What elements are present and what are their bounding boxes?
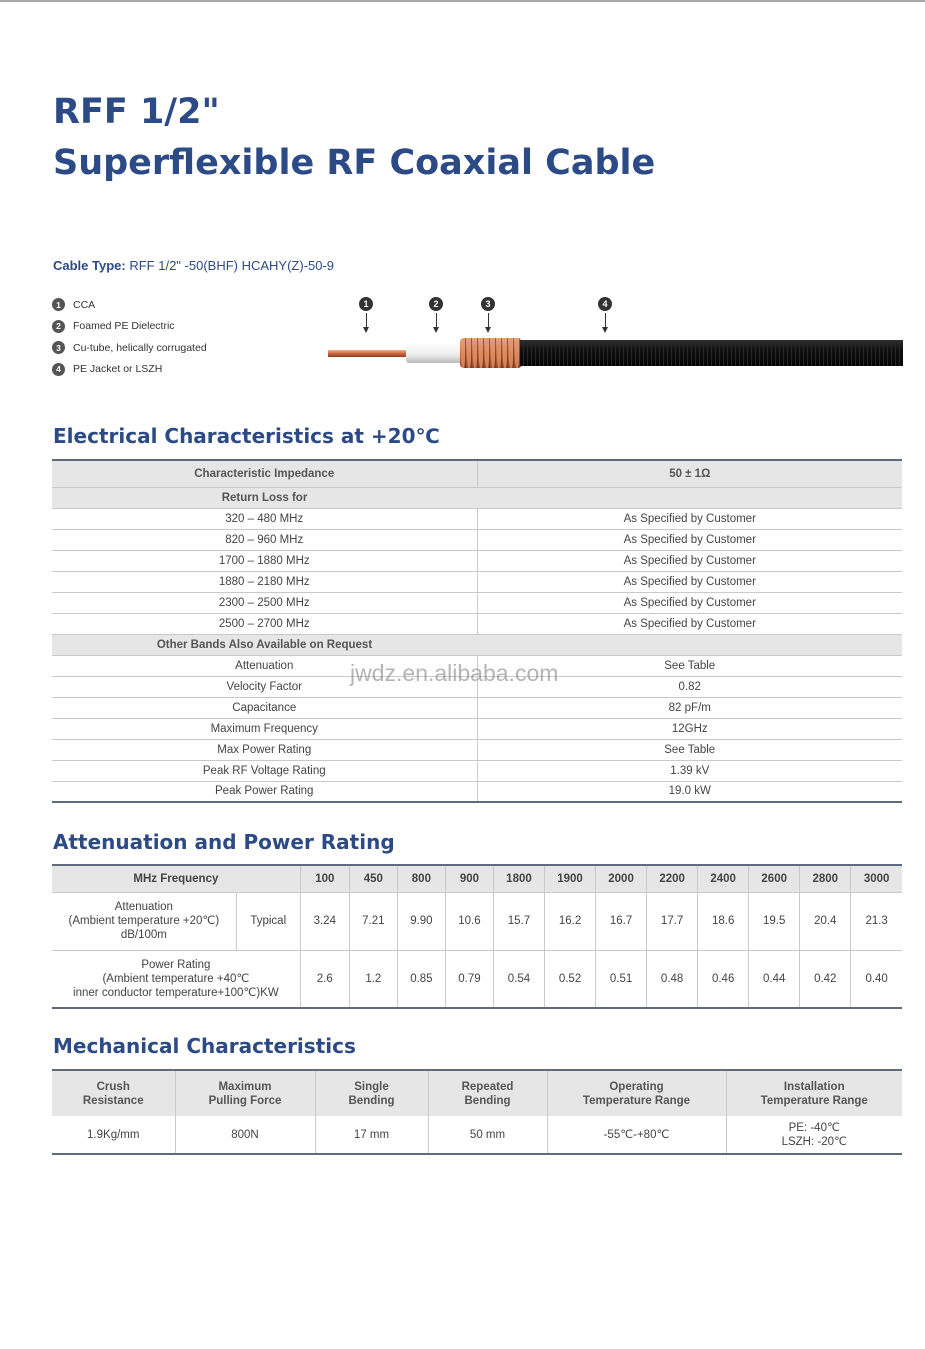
attenuation-table: [52, 864, 902, 1009]
frequency-header: 2400: [698, 865, 749, 892]
attenuation-value: 16.2: [545, 892, 596, 950]
mechanical-value: [175, 1116, 315, 1154]
band-value: As Specified by Customer: [477, 613, 902, 634]
mechanical-value: [52, 1116, 175, 1154]
header-line: Pulling Force: [208, 1094, 282, 1107]
column-header: [547, 1070, 726, 1116]
table-header-row: [52, 865, 902, 892]
table-row: [52, 634, 902, 655]
diagram-marker-4: [598, 297, 612, 333]
return-loss-label: Return Loss for: [52, 487, 477, 508]
param-name: Peak RF Voltage Rating: [52, 760, 477, 781]
mechanical-table: [52, 1069, 902, 1155]
attenuation-value: 7.21: [349, 892, 397, 950]
value-line: -55℃-+80℃: [603, 1128, 670, 1141]
power-label-line: inner conductor temperature+100℃)KW: [73, 986, 279, 999]
electrical-table: [52, 459, 902, 803]
band-cell: 1700 – 1880 MHz: [52, 550, 477, 571]
power-value: 0.79: [445, 950, 493, 1008]
frequency-header: 3000: [851, 865, 902, 892]
attenuation-value: 16.7: [596, 892, 647, 950]
frequency-header: 1900: [545, 865, 596, 892]
table-row: [52, 1116, 902, 1154]
marker-stem: [605, 313, 606, 327]
attenuation-label-line: Attenuation: [114, 901, 173, 913]
power-value: 0.51: [596, 950, 647, 1008]
band-value: As Specified by Customer: [477, 508, 902, 529]
table-row: [52, 487, 902, 508]
legend-item: [52, 316, 207, 338]
band-value: As Specified by Customer: [477, 571, 902, 592]
diagram-marker-2: [429, 297, 443, 333]
impedance-value: 50 ± 1Ω: [477, 460, 902, 487]
arrow-down-icon: [602, 327, 608, 333]
column-header: [175, 1070, 315, 1116]
mechanical-value: [428, 1116, 547, 1154]
table-row: [52, 529, 902, 550]
legend-item: [52, 337, 207, 359]
table-header-row: [52, 1070, 902, 1116]
header-line: Maximum: [218, 1080, 272, 1093]
legend-label: Cu-tube, helically corrugated: [73, 341, 207, 354]
page-title-model: RFF 1/2": [53, 92, 220, 132]
power-value: 2.6: [300, 950, 349, 1008]
param-name: Maximum Frequency: [52, 718, 477, 739]
legend-label: PE Jacket or LSZH: [73, 363, 163, 376]
param-value: 1.39 kV: [477, 760, 902, 781]
cable-jacket: [520, 340, 903, 366]
marker-number-badge: 3: [481, 297, 495, 311]
power-value: 0.42: [800, 950, 851, 1008]
table-row: [52, 571, 902, 592]
table-row: [52, 950, 902, 1008]
legend-item: [52, 359, 207, 381]
legend-number-badge: 2: [52, 320, 65, 333]
cable-type-value: RFF 1/2" -50(BHF) HCAHY(Z)-50-9: [129, 258, 335, 273]
value-line: PE: -40℃: [788, 1121, 840, 1134]
header-line: Bending: [348, 1094, 395, 1107]
typical-label: Typical: [236, 892, 300, 950]
param-name: Max Power Rating: [52, 739, 477, 760]
arrow-down-icon: [485, 327, 491, 333]
diagram-marker-3: [481, 297, 495, 333]
band-value: As Specified by Customer: [477, 529, 902, 550]
arrow-down-icon: [433, 327, 439, 333]
attenuation-heading: Attenuation and Power Rating: [53, 830, 395, 854]
band-value: As Specified by Customer: [477, 592, 902, 613]
header-line: Resistance: [82, 1094, 144, 1107]
coaxial-cable-illustration: [328, 336, 903, 370]
table-row: [52, 781, 902, 802]
param-value: 0.82: [477, 676, 902, 697]
power-value: 0.48: [647, 950, 698, 1008]
legend-item: [52, 294, 207, 316]
other-bands-label: Other Bands Also Available on Request: [52, 634, 477, 655]
band-cell: 2500 – 2700 MHz: [52, 613, 477, 634]
header-line: Repeated: [461, 1080, 514, 1093]
frequency-header: 1800: [493, 865, 544, 892]
table-row: [52, 592, 902, 613]
param-name: Velocity Factor: [52, 676, 477, 697]
inner-conductor: [328, 350, 408, 357]
watermark: jwdz.en.alibaba.com: [350, 660, 559, 686]
frequency-header: 2600: [749, 865, 800, 892]
attenuation-label-line: (Ambient temperature +20℃): [68, 915, 220, 927]
table-row: [52, 718, 902, 739]
marker-stem: [488, 313, 489, 327]
legend-number-badge: 3: [52, 341, 65, 354]
header-line: Bending: [464, 1094, 511, 1107]
column-header: [428, 1070, 547, 1116]
attenuation-value: 21.3: [851, 892, 902, 950]
power-value: 0.40: [851, 950, 902, 1008]
frequency-header: 2000: [596, 865, 647, 892]
attenuation-value: 9.90: [397, 892, 445, 950]
marker-number-badge: 4: [598, 297, 612, 311]
power-value: 1.2: [349, 950, 397, 1008]
table-row: [52, 613, 902, 634]
frequency-header: 450: [349, 865, 397, 892]
power-value: 0.46: [698, 950, 749, 1008]
table-row: [52, 760, 902, 781]
band-cell: 1880 – 2180 MHz: [52, 571, 477, 592]
dielectric-layer: [406, 343, 462, 363]
power-row-label: [52, 950, 300, 1008]
value-line: 17 mm: [353, 1128, 390, 1141]
column-header: [726, 1070, 902, 1116]
cable-type: [53, 258, 334, 273]
band-cell: 320 – 480 MHz: [52, 508, 477, 529]
value-line: 800N: [231, 1128, 259, 1141]
param-value: See Table: [477, 739, 902, 760]
param-value: See Table: [477, 655, 902, 676]
cable-type-label: Cable Type:: [53, 258, 126, 273]
param-name: Capacitance: [52, 697, 477, 718]
param-value: 19.0 kW: [477, 781, 902, 802]
power-value: 0.44: [749, 950, 800, 1008]
table-row: [52, 697, 902, 718]
attenuation-value: 17.7: [647, 892, 698, 950]
header-line: Temperature Range: [760, 1094, 868, 1107]
table-row: [52, 460, 902, 487]
corrugated-outer-conductor: [460, 338, 522, 368]
marker-stem: [366, 313, 367, 327]
frequency-header: 900: [445, 865, 493, 892]
mechanical-value: [726, 1116, 902, 1154]
frequency-label: MHz Frequency: [52, 865, 300, 892]
attenuation-value: 18.6: [698, 892, 749, 950]
legend-number-badge: 1: [52, 298, 65, 311]
param-value: 82 pF/m: [477, 697, 902, 718]
attenuation-value: 3.24: [300, 892, 349, 950]
legend-number-badge: 4: [52, 363, 65, 376]
legend-label: Foamed PE Dielectric: [73, 320, 175, 333]
attenuation-label-line: dB/100m: [120, 929, 167, 941]
marker-number-badge: 2: [429, 297, 443, 311]
attenuation-value: 15.7: [493, 892, 544, 950]
header-line: Installation: [783, 1080, 845, 1093]
value-line: LSZH: -20℃: [781, 1135, 847, 1148]
attenuation-value: 10.6: [445, 892, 493, 950]
table-row: [52, 739, 902, 760]
value-line: 50 mm: [469, 1128, 506, 1141]
marker-number-badge: 1: [359, 297, 373, 311]
electrical-heading: Electrical Characteristics at +20℃: [53, 424, 440, 448]
attenuation-value: 20.4: [800, 892, 851, 950]
frequency-header: 100: [300, 865, 349, 892]
header-line: Operating: [609, 1080, 664, 1093]
mechanical-heading: Mechanical Characteristics: [53, 1034, 356, 1058]
column-header: [315, 1070, 428, 1116]
arrow-down-icon: [363, 327, 369, 333]
frequency-header: 800: [397, 865, 445, 892]
impedance-label: Characteristic Impedance: [52, 460, 477, 487]
component-legend: [52, 294, 207, 380]
mechanical-value: [547, 1116, 726, 1154]
header-line: Single: [354, 1080, 389, 1093]
table-row: [52, 550, 902, 571]
header-line: Temperature Range: [582, 1094, 691, 1107]
band-value: As Specified by Customer: [477, 550, 902, 571]
param-name: Peak Power Rating: [52, 781, 477, 802]
header-line: Crush: [96, 1080, 130, 1093]
frequency-header: 2200: [647, 865, 698, 892]
table-row: [52, 508, 902, 529]
power-value: 0.52: [545, 950, 596, 1008]
mechanical-value: [315, 1116, 428, 1154]
power-value: 0.54: [493, 950, 544, 1008]
frequency-header: 2800: [800, 865, 851, 892]
attenuation-row-label: [52, 892, 236, 950]
param-name: Attenuation: [52, 655, 477, 676]
band-cell: 820 – 960 MHz: [52, 529, 477, 550]
power-label-line: Power Rating: [141, 958, 211, 971]
power-label-line: (Ambient temperature +40℃: [102, 972, 250, 985]
band-cell: 2300 – 2500 MHz: [52, 592, 477, 613]
table-row: [52, 892, 902, 950]
power-value: 0.85: [397, 950, 445, 1008]
column-header: [52, 1070, 175, 1116]
param-value: 12GHz: [477, 718, 902, 739]
top-rule: [0, 0, 925, 2]
attenuation-value: 19.5: [749, 892, 800, 950]
value-line: 1.9Kg/mm: [87, 1128, 140, 1141]
marker-stem: [436, 313, 437, 327]
page-title-product: Superflexible RF Coaxial Cable: [53, 143, 656, 183]
diagram-marker-1: [359, 297, 373, 333]
legend-label: CCA: [73, 298, 96, 311]
